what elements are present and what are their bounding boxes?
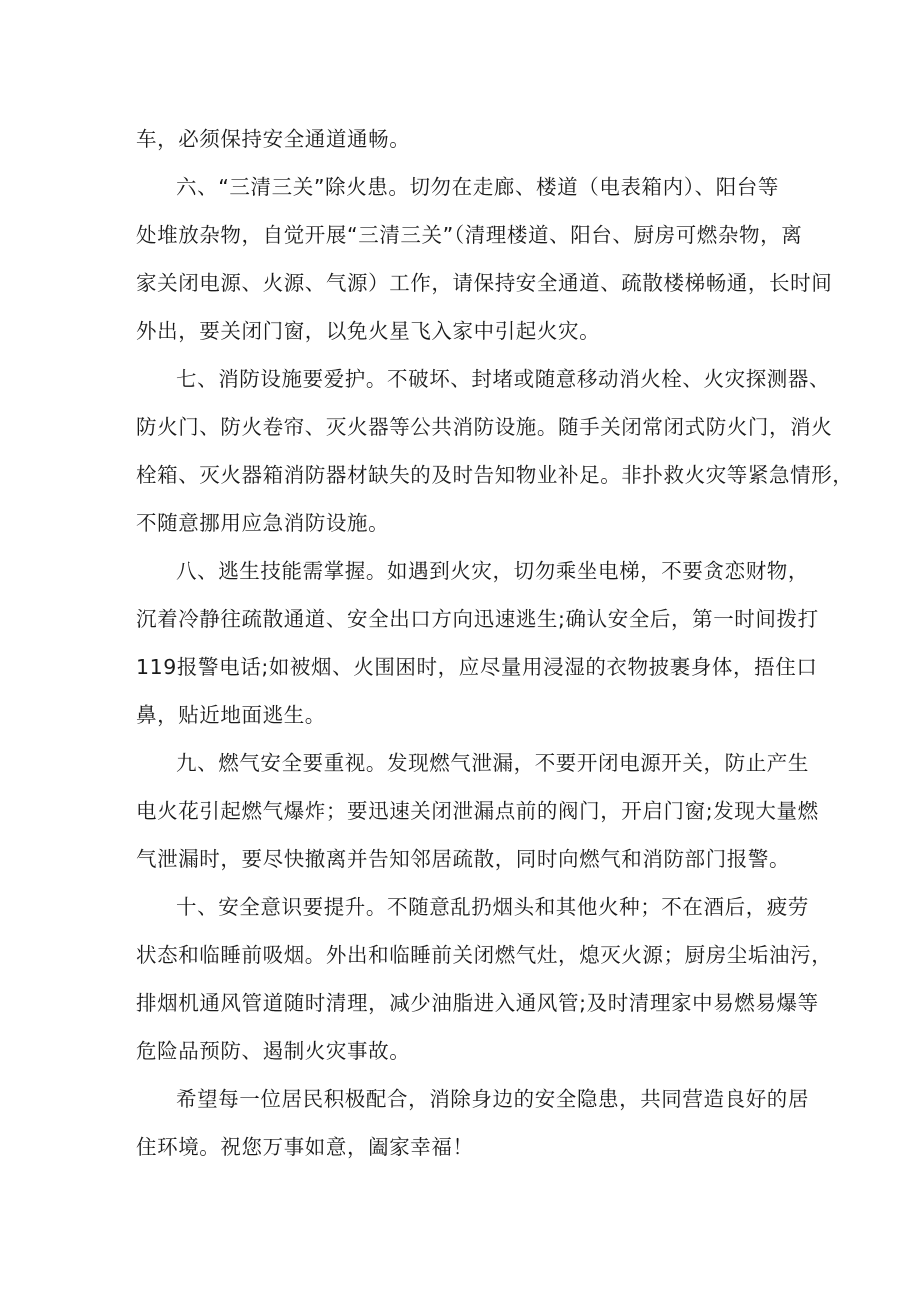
text-line: 119报警电话;如被烟、火围困时，应尽量用浸湿的衣物披裹身体，捂住口 (136, 655, 818, 679)
text-line: 防火门、防火卷帘、灭火器等公共消防设施。随手关闭常闭式防火门，消火 (136, 415, 833, 439)
text-line: 九、燃气安全要重视。发现燃气泄漏，不要开闭电源开关，防止产生 (176, 751, 809, 775)
text-line: 处堆放杂物，自觉开展“三清三关”（清理楼道、阳台、厨房可燃杂物，离 (136, 223, 803, 247)
text-line: 鼻，贴近地面逃生。 (136, 703, 326, 727)
text-line: 不随意挪用应急消防设施。 (136, 511, 390, 535)
text-line: 希望每一位居民积极配合，消除身边的安全隐患，共同营造良好的居 (176, 1087, 809, 1111)
text-line: 外出，要关闭门窗，以免火星飞入家中引起火灾。 (136, 319, 601, 343)
text-line: 栓箱、灭火器箱消防器材缺失的及时告知物业补足。非扑救火灾等紧急情形， (136, 463, 854, 487)
text-line: 电火花引起燃气爆炸；要迅速关闭泄漏点前的阀门，开启门窗;发现大量燃 (136, 799, 819, 823)
text-line: 六、“三清三关”除火患。切勿在走廊、楼道（电表箱内）、阳台等 (176, 175, 779, 199)
text-line: 十、安全意识要提升。不随意乱扔烟头和其他火种；不在酒后，疲劳 (176, 895, 809, 919)
text-line: 八、逃生技能需掌握。如遇到火灾，切勿乘坐电梯，不要贪恋财物， (176, 559, 809, 583)
text-line: 沉着冷静往疏散通道、安全出口方向迅速逃生;确认安全后，第一时间拨打 (136, 607, 819, 631)
text-line: 七、消防设施要爱护。不破坏、封堵或随意移动消火栓、火灾探测器、 (176, 367, 831, 391)
text-line: 状态和临睡前吸烟。外出和临睡前关闭燃气灶，熄灭火源；厨房尘垢油污， (136, 943, 833, 967)
text-line: 气泄漏时，要尽快撤离并告知邻居疏散，同时向燃气和消防部门报警。 (136, 847, 791, 871)
text-line: 车，必须保持安全通道通畅。 (136, 127, 411, 151)
text-line: 家关闭电源、火源、气源）工作，请保持安全通道、疏散楼梯畅通，长时间 (136, 271, 833, 295)
text-line: 排烟机通风管道随时清理，减少油脂进入通风管;及时清理家中易燃易爆等 (136, 991, 819, 1015)
text-line: 住环境。祝您万事如意，阖家幸福！ (136, 1135, 474, 1159)
text-line: 危险品预防、遏制火灾事故。 (136, 1039, 411, 1063)
